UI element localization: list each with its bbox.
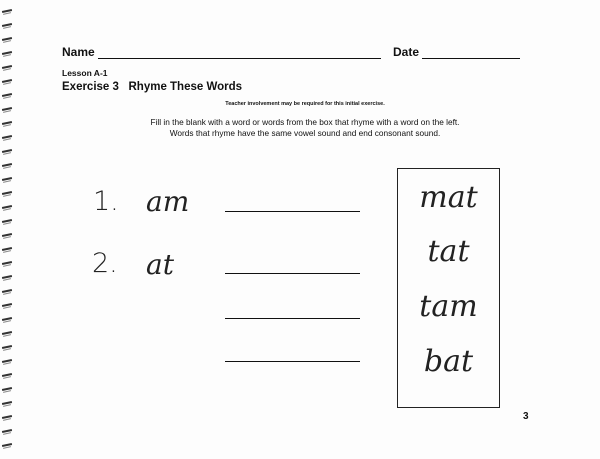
spiral-coil: [2, 164, 13, 169]
spiral-coil: [2, 80, 13, 85]
spiral-coil: [2, 416, 13, 421]
answer-blank-1[interactable]: [225, 211, 360, 212]
spiral-coil: [2, 318, 13, 323]
spiral-coil: [2, 108, 13, 113]
word-box: [397, 168, 500, 408]
spiral-coil: [2, 150, 13, 155]
instruction-line-1: Fill in the blank with a word or words from the box that rhyme with a word on the left.: [150, 117, 460, 127]
spiral-coil: [2, 24, 13, 29]
spiral-coil: [2, 304, 13, 309]
item-word-1: am: [146, 185, 190, 218]
spiral-coil: [2, 234, 13, 239]
spiral-coil: [2, 178, 13, 183]
name-blank[interactable]: [98, 58, 381, 59]
page-number: 3: [523, 411, 529, 422]
spiral-coil: [2, 66, 13, 71]
spiral-coil: [2, 192, 13, 197]
spiral-coil: [2, 360, 13, 365]
answer-blank-3[interactable]: [225, 318, 360, 319]
item-number-1: 1.: [93, 186, 119, 217]
spiral-coil: [2, 206, 13, 211]
lesson-label: Lesson A-1: [62, 68, 108, 78]
spiral-coil: [2, 374, 13, 379]
item-word-2: at: [146, 248, 174, 281]
spiral-coil: [2, 220, 13, 225]
name-label: Name: [62, 45, 95, 59]
spiral-coil: [2, 52, 13, 57]
spiral-coil: [2, 38, 13, 43]
date-blank[interactable]: [422, 58, 520, 59]
item-number-2: 2.: [92, 248, 118, 279]
spiral-binding: [0, 10, 16, 459]
spiral-coil: [2, 94, 13, 99]
spiral-coil: [2, 10, 13, 15]
box-word-tam: tam: [419, 289, 478, 324]
exercise-title: Exercise 3 Rhyme These Words: [62, 81, 243, 93]
spiral-coil: [2, 388, 13, 393]
date-label: Date: [393, 45, 420, 59]
answer-blank-4[interactable]: [225, 361, 360, 362]
spiral-coil: [2, 262, 13, 267]
spiral-coil: [2, 444, 13, 449]
spiral-coil: [2, 430, 13, 435]
spiral-coil: [2, 402, 13, 407]
spiral-coil: [2, 276, 13, 281]
answer-blank-2[interactable]: [225, 273, 360, 274]
spiral-coil: [2, 346, 13, 351]
teacher-note: Teacher involvement may be required for this initial exercise.: [225, 101, 385, 107]
spiral-coil: [2, 248, 13, 253]
spiral-coil: [2, 332, 13, 337]
box-word-tat: tat: [427, 234, 470, 269]
spiral-coil: [2, 290, 13, 295]
box-word-mat: mat: [419, 180, 478, 215]
header-row: [62, 45, 532, 63]
instruction-line-2: Words that rhyme have the same vowel sound and end consonant sound.: [169, 128, 441, 138]
box-word-bat: bat: [423, 344, 474, 379]
